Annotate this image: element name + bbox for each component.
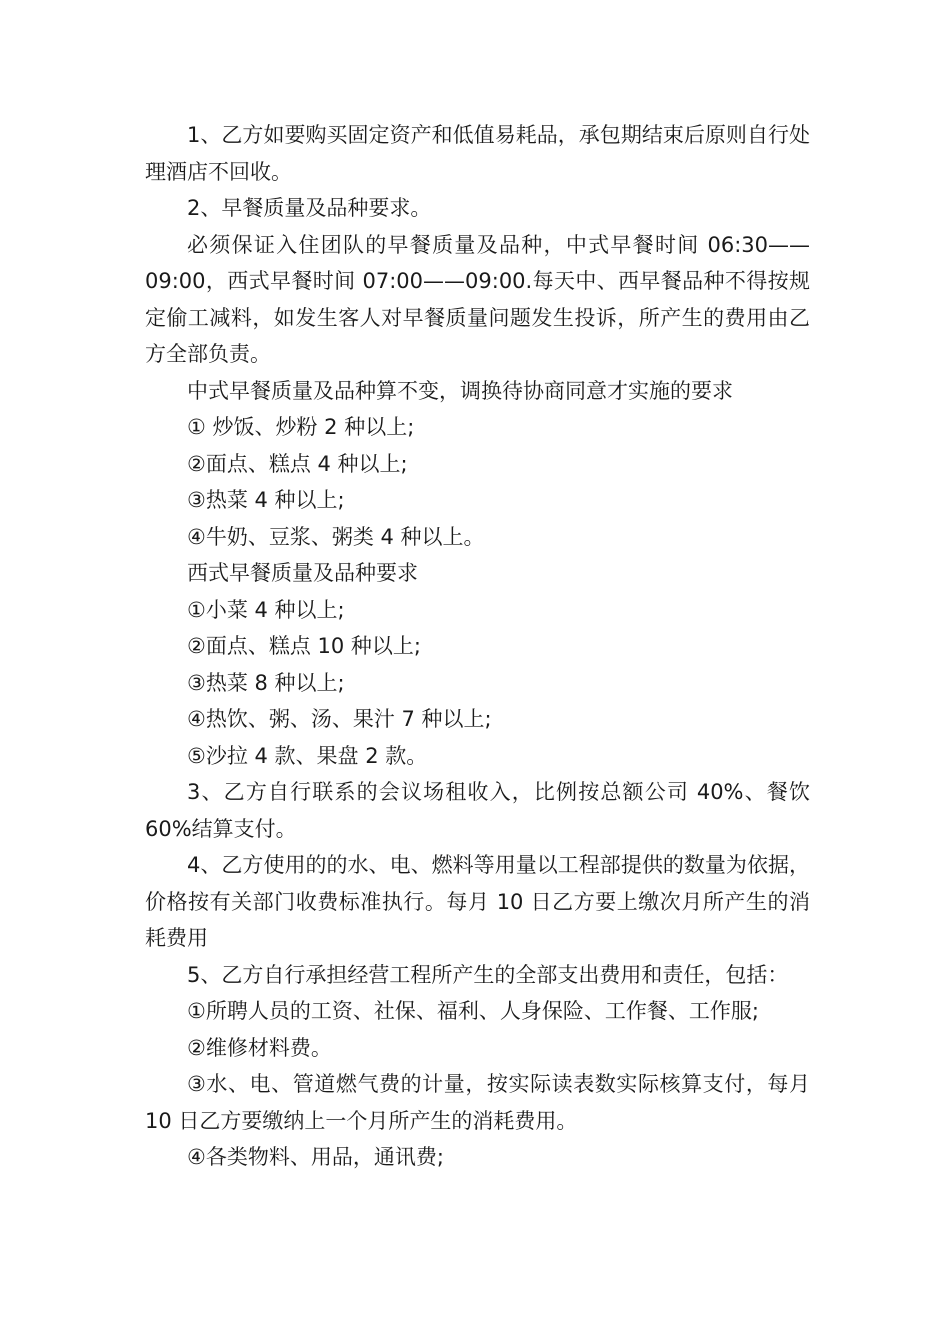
document-body	[145, 117, 810, 1176]
list-item: ②面点、糕点 10 种以上;	[187, 634, 421, 658]
paragraph-1: 1、乙方如要购买固定资产和低值易耗品，承包期结束后原则自行处理酒店不回收。	[145, 123, 810, 184]
list-item: ②面点、糕点 4 种以上;	[187, 451, 408, 476]
list-item: ① 炒饭、炒粉 2 种以上;	[187, 415, 415, 439]
list-item: ④热饮、粥、汤、果汁 7 种以上;	[187, 707, 492, 731]
paragraph-5-item: 5、乙方自行承担经营工程所产生的全部支出费用和责任，包括：	[187, 962, 789, 987]
paragraph-section-heading: 西式早餐质量及品种要求	[187, 561, 418, 585]
paragraph-3-item: 3、乙方自行联系的会议场租收入，比例按总额公司 40%、餐饮 60%结算支付。	[145, 780, 810, 841]
list-item: ⑤沙拉 4 款、果盘 2 款。	[187, 743, 428, 768]
paragraph-2: 2、早餐质量及品种要求。	[187, 196, 432, 220]
list-item: ④牛奶、豆浆、粥类 4 种以上。	[187, 524, 485, 549]
list-item: ③热菜 8 种以上;	[187, 670, 345, 695]
paragraph-4-item: 4、乙方使用的的水、电、燃料等用量以工程部提供的数量为依据，价格按有关部门收费标准执行。每月 10 日乙方要上缴次月所产生的消耗费用	[145, 853, 810, 950]
list-item: ③热菜 4 种以上;	[187, 488, 345, 512]
list-item: ③水、电、管道燃气费的计量，按实际读表数实际核算支付，每月 10 日乙方要缴纳上一个月所产生的消耗费用。	[145, 1072, 810, 1133]
paragraph-4: 中式早餐质量及品种算不变，调换待协商同意才实施的要求	[187, 378, 733, 403]
list-item: ④各类物料、用品，通讯费;	[187, 1145, 444, 1169]
list-item: ①所聘人员的工资、社保、福利、人身保险、工作餐、工作服;	[187, 999, 759, 1023]
list-item: ①小菜 4 种以上;	[187, 597, 345, 622]
paragraph-3: 必须保证入住团队的早餐质量及品种，中式早餐时间 06:30——09:00，西式早餐时间 07:00——09:00.每天中、西早餐品种不得按规定偷工减料，如发生客人对早餐质量问题发生投诉，所产生的费用由乙方全部负责。	[145, 232, 810, 366]
list-item: ②维修材料费。	[187, 1035, 332, 1060]
